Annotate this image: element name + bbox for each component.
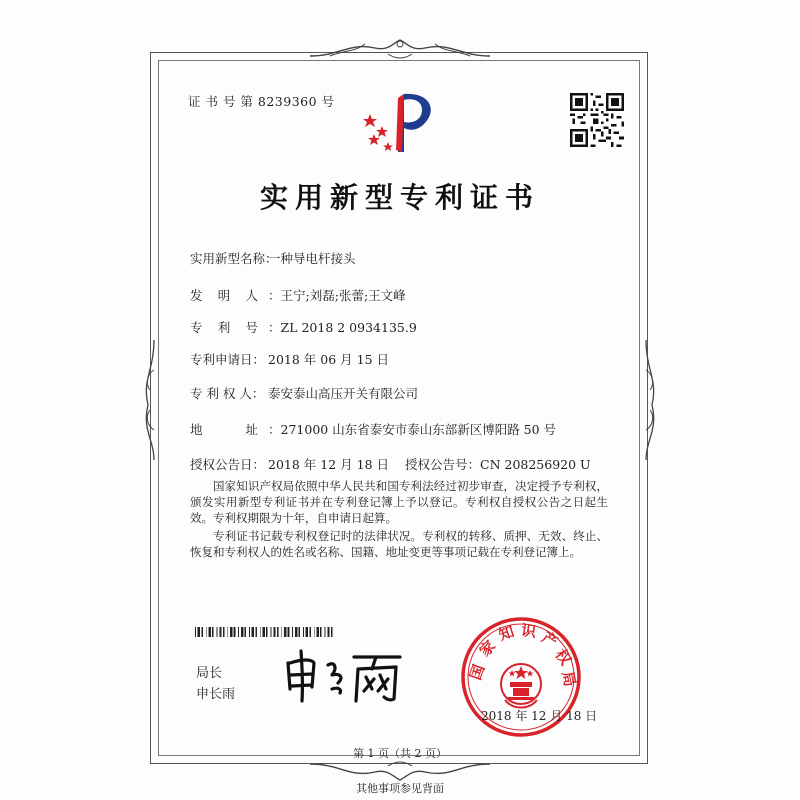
patent-holder-label: 专 利 权 人： — [190, 386, 265, 401]
svg-text:产: 产 — [538, 628, 561, 652]
row-grant-number — [405, 455, 591, 473]
patent-number-value: ZL 2018 2 0934135.9 — [280, 320, 417, 335]
filing-date-value: 2018 年 06 月 15 日 — [268, 352, 389, 367]
certificate-number: 证 书 号 第 8239360 号 — [188, 94, 335, 109]
seal-date: 2018 年 12 月 18 日 — [481, 709, 598, 723]
right-ornament — [640, 330, 664, 470]
row-filing-date — [190, 350, 389, 368]
left-ornament — [136, 330, 160, 470]
filing-date-label: 专利申请日： — [190, 352, 266, 367]
patent-number-label: 专 利 号 — [190, 320, 258, 335]
inventor-value: 王宁;刘磊;张蕾;王文峰 — [280, 288, 406, 303]
svg-text:知: 知 — [496, 622, 517, 645]
certificate-title: 实用新型专利证书 — [259, 181, 540, 214]
svg-text:家: 家 — [475, 636, 500, 661]
director-title: 局长 — [196, 666, 223, 681]
qr-code — [570, 93, 624, 147]
address-value: 271000 山东省泰安市泰山东部新区博阳路 50 号 — [280, 422, 557, 437]
grant-date-label: 授权公告日： — [190, 457, 266, 472]
row-utility-model-name — [190, 249, 356, 267]
inventor-label: 发 明 人 — [190, 288, 258, 303]
grant-date-value: 2018 年 12 月 18 日 — [268, 457, 389, 472]
grant-number-label: 授权公告号： — [405, 457, 481, 472]
svg-text:局: 局 — [558, 669, 580, 689]
row-inventor — [190, 286, 406, 304]
footer-note: 其他事项参见背面 — [356, 782, 444, 795]
patent-number-colon: ： — [268, 320, 281, 335]
row-address — [190, 420, 556, 438]
svg-text:识: 识 — [520, 621, 538, 642]
utility-model-name-value: 一种导电杆接头 — [268, 251, 356, 266]
inventor-colon: ： — [268, 288, 281, 303]
svg-text:国: 国 — [466, 662, 489, 683]
address-label: 地 址 — [190, 422, 258, 437]
utility-model-name-label: 实用新型名称： — [190, 251, 278, 266]
grant-number-value: CN 208256920 U — [480, 457, 591, 472]
row-patent-holder — [190, 384, 418, 402]
patent-office-logo — [352, 90, 448, 156]
legal-status-paragraph: 专利证书记载专利权登记时的法律状况。专利权的转移、质押、无效、终止、恢复和专利权人的姓名或名称、国籍、地址变更等事项记载在专利登记簿上。 — [190, 529, 608, 559]
barcode — [195, 622, 335, 632]
page-number: 第 1 页（共 2 页） — [353, 747, 447, 760]
row-grant-date — [190, 455, 389, 473]
address-colon: ： — [268, 422, 281, 437]
row-patent-number — [190, 318, 417, 336]
grant-statement-paragraph: 国家知识产权局依照中华人民共和国专利法经过初步审查，决定授予专利权，颁发实用新型专利证书并在专利登记簿上予以登记。专利权自授权公告之日起生效。专利权期限为十年，自申请日起算。 — [190, 479, 608, 525]
top-ornament — [300, 34, 500, 64]
director-name: 申长雨 — [196, 687, 236, 702]
svg-text:权: 权 — [551, 645, 575, 669]
director-signature — [282, 645, 407, 705]
patent-holder-value: 泰安泰山高压开关有限公司 — [268, 386, 419, 401]
